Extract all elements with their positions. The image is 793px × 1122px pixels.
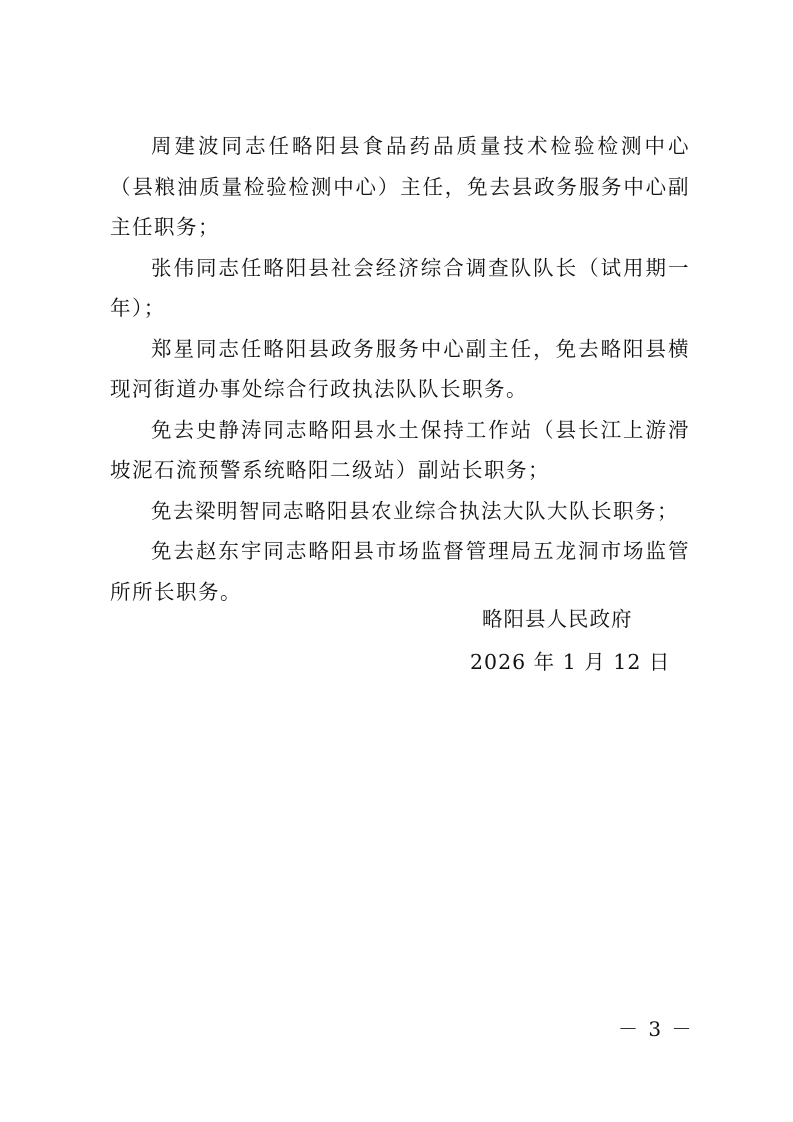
paragraph-appointment-zhang: 张伟同志任略阳县社会经济综合调查队队长（试用期一年）；: [110, 255, 690, 320]
signature-date: 2026 年 1 月 12 日: [470, 650, 671, 674]
paragraph-removal-shi: 免去史静涛同志略阳县水土保持工作站（县长江上游滑坡泥石流预警系统略阳二级站）副站长职务；: [110, 417, 690, 482]
paragraph-appointment-zheng: 郑星同志任略阳县政务服务中心副主任，免去略阳县横现河街道办事处综合行政执法队队长职务。: [110, 336, 690, 401]
paragraph-removal-zhao: 免去赵东宇同志略阳县市场监督管理局五龙洞市场监管所所长职务。: [110, 539, 690, 604]
page-number: － 3 －: [618, 1017, 694, 1041]
paragraph-removal-liang: 免去梁明智同志略阳县农业综合执法大队大队长职务；: [151, 498, 679, 523]
signature-organization: 略阳县人民政府: [482, 607, 633, 631]
paragraph-appointment-zhou: 周建波同志任略阳县食品药品质量技术检验检测中心（县粮油质量检验检测中心）主任，免去县政务服务中心副主任职务；: [110, 134, 690, 239]
document-body: [110, 126, 690, 612]
